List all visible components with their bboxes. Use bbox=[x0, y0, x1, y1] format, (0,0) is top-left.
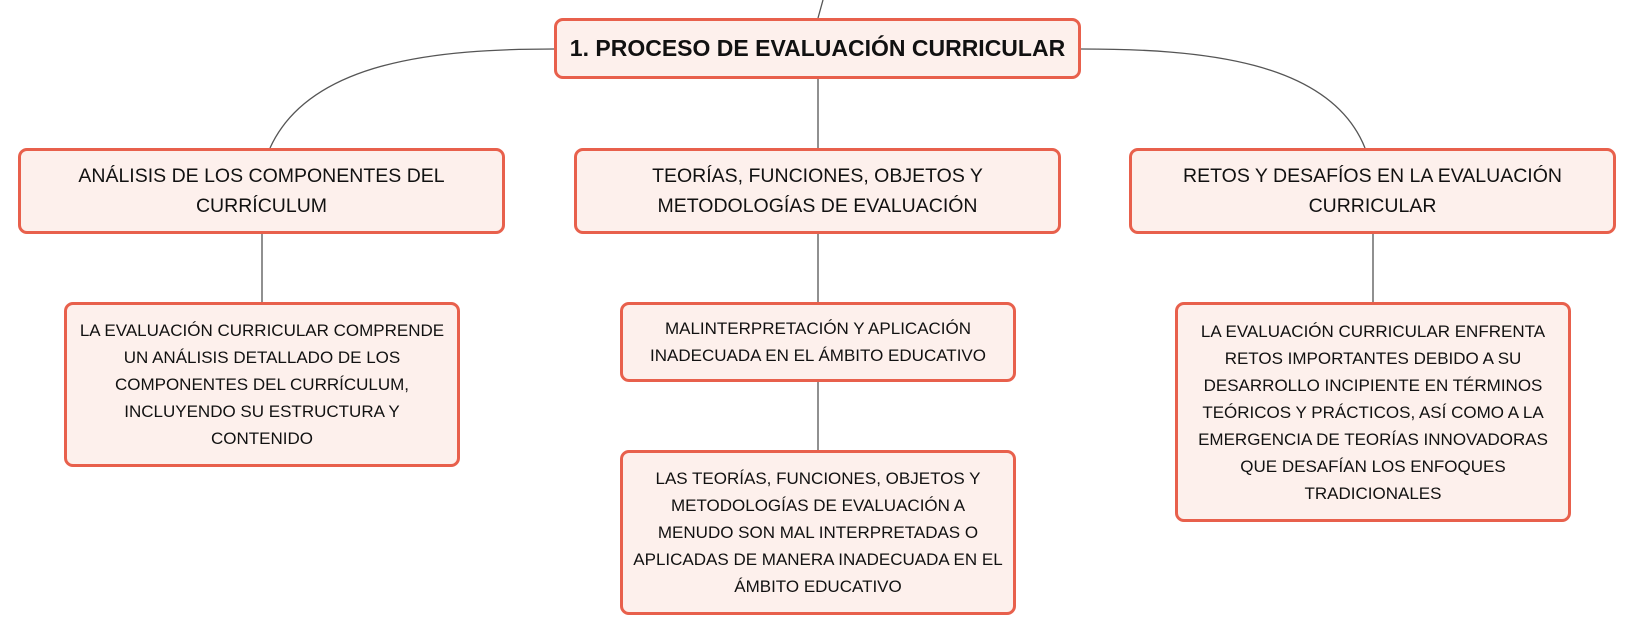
subtopic-analisis-detalle[interactable] bbox=[64, 302, 460, 467]
subtopic-label: LA EVALUACIÓN CURRICULAR ENFRENTA RETOS IMPORTANTES DEBIDO A SU DESARROLLO INCIPIENTE EN TÉRMINOS TEÓRICOS Y PRÁCTICOS, ASÍ COMO A LA EMERGENCIA DE TEORÍAS INNOVADORAS QUE DESAFÍAN LOS ENFOQUES TRADICIONALES bbox=[1198, 321, 1548, 503]
topic-teorias-funciones[interactable] bbox=[574, 148, 1061, 234]
connector-root-to-analisis bbox=[270, 49, 554, 148]
topic-analisis-componentes[interactable] bbox=[18, 148, 505, 234]
topic-label: TEORÍAS, FUNCIONES, OBJETOS Y METODOLOGÍAS DE EVALUACIÓN bbox=[652, 165, 983, 217]
root-topic-node[interactable] bbox=[554, 18, 1081, 79]
subtopic-malinterpretacion[interactable] bbox=[620, 302, 1016, 382]
connector-parent-to-root bbox=[818, 0, 823, 18]
subtopic-teorias-detalle[interactable] bbox=[620, 450, 1016, 615]
topic-label: ANÁLISIS DE LOS COMPONENTES DEL CURRÍCULUM bbox=[78, 165, 445, 217]
subtopic-label: LAS TEORÍAS, FUNCIONES, OBJETOS Y METODOLOGÍAS DE EVALUACIÓN A MENUDO SON MAL INTERPRETADAS O APLICADAS DE MANERA INADECUADA EN EL ÁMBITO EDUCATIVO bbox=[633, 469, 1003, 596]
topic-label: RETOS Y DESAFÍOS EN LA EVALUACIÓN CURRICULAR bbox=[1183, 165, 1562, 217]
subtopic-label: MALINTERPRETACIÓN Y APLICACIÓN INADECUADA EN EL ÁMBITO EDUCATIVO bbox=[650, 319, 986, 365]
connector-root-to-retos bbox=[1081, 49, 1365, 148]
root-topic-label: 1. PROCESO DE EVALUACIÓN CURRICULAR bbox=[569, 35, 1066, 61]
subtopic-label: LA EVALUACIÓN CURRICULAR COMPRENDE UN ANÁLISIS DETALLADO DE LOS COMPONENTES DEL CURRÍCULUM, INCLUYENDO SU ESTRUCTURA Y CONTENIDO bbox=[79, 321, 445, 448]
subtopic-retos-detalle[interactable] bbox=[1175, 302, 1571, 522]
topic-retos-desafios[interactable] bbox=[1129, 148, 1616, 234]
